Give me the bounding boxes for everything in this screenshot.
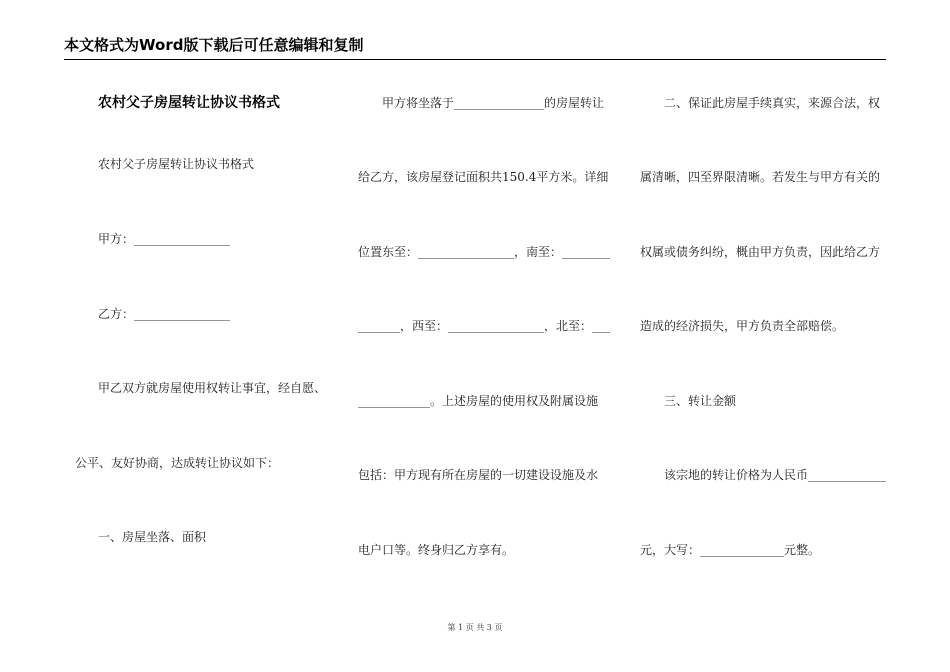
document-title: 农村父子房屋转让协议书格式 (98, 95, 280, 111)
paragraph-line: 农村父子房屋转让协议书格式 (98, 157, 255, 171)
section-heading: 三、转让金额 (664, 394, 737, 408)
paragraph-line: 公平、友好协商，达成转让协议如下： (75, 456, 280, 470)
paragraph-line: _______，西至：________________，北至：___ (358, 319, 611, 333)
paragraph-line: 甲乙双方就房屋使用权转让事宜，经自愿、 (98, 381, 327, 395)
party-a-line: 甲方：________________ (98, 232, 231, 246)
paragraph-line: 造成的经济损失，甲方负责全部赔偿。 (640, 319, 845, 333)
paragraph-line: 属清晰，四至界限清晰。若发生与甲方有关的 (640, 170, 881, 184)
paragraph-line: ____________。上述房屋的使用权及附属设施 (358, 394, 599, 408)
section-heading: 一、房屋坐落、面积 (98, 530, 207, 544)
party-b-line: 乙方：________________ (98, 307, 231, 321)
paragraph-line: 位置东至：________________，南至：________ (358, 245, 611, 259)
paragraph-line: 甲方将坐落于_______________的房屋转让 (382, 96, 605, 110)
paragraph-line: 电户口等。终身归乙方享有。 (358, 543, 515, 557)
section-paragraph: 二、保证此房屋手续真实，来源合法，权 (664, 96, 881, 110)
paragraph-line: 包括：甲方现有所在房屋的一切建设设施及水 (358, 468, 599, 482)
paragraph-line: 元，大写：______________元整。 (640, 543, 821, 557)
page-number: 第 1 页 共 3 页 (447, 623, 503, 632)
paragraph-line: 给乙方，该房屋登记面积共150.4平方米。详细 (358, 170, 609, 184)
paragraph-line: 权属或债务纠纷，概由甲方负责，因此给乙方 (640, 245, 881, 259)
document-header: 本文格式为Word版下载后可任意编辑和复制 (64, 34, 886, 60)
paragraph-line: 该宗地的转让价格为人民币_____________ (664, 468, 887, 482)
